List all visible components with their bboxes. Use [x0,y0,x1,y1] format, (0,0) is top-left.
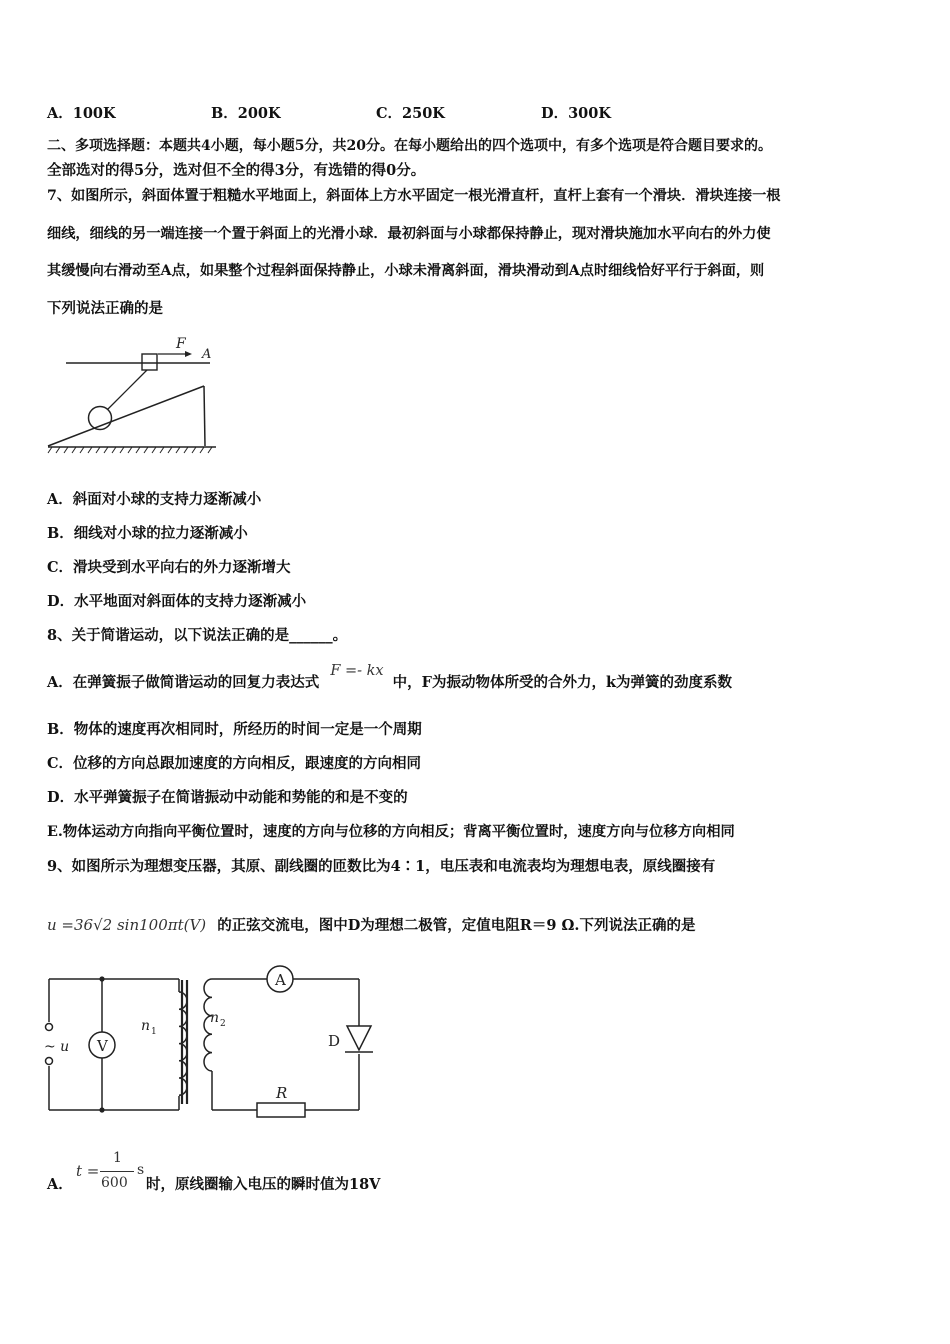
q7-stem-line3: 其缓慢向右滑动至A点，如果整个过程斜面保持静止，小球未滑离斜面，滑块滑动到A点时细线恰好平行于斜面，则 [47,263,765,279]
q8-option-a-formula: F =- kx [330,663,384,679]
q8-option-e: E.物体运动方向指向平衡位置时，速度的方向与位移的方向相反；背离平衡位置时，速度方向与位移方向相同 [47,824,735,840]
q9-option-a-denominator: 600 [101,1175,128,1191]
q8-option-a [47,663,733,693]
q9-option-a-text: 时，原线圈输入电压的瞬时值为18V [146,1176,381,1193]
q6-option-b: B．200K [211,105,281,122]
section2-line2: 全部选对的得5分，选对但不全的得3分，有选错的得0分。 [47,162,426,179]
q9-option-a-t: t = [76,1162,100,1180]
q8-option-d: D．水平弹簧振子在简谐振动中动能和势能的和是不变的 [47,789,408,806]
q9-n1-subscript: 1 [151,1027,157,1037]
q8-option-b: B．物体的速度再次相同时，所经历的时间一定是一个周期 [47,721,422,738]
q8-option-c: C．位移的方向总跟加速度的方向相反，跟速度的方向相同 [47,755,422,772]
q9-n1-label: n [141,1018,151,1034]
q6-option-a: A．100K [47,105,116,122]
section2-line1: 二、多项选择题：本题共4小题，每小题5分，共20分。在每小题给出的四个选项中，有多个选项是符合题目要求的。 [47,138,772,154]
q9-source-label: ~ u [44,1039,70,1055]
q9-resistor-label: R [276,1084,288,1102]
q9-option-a-label: A． [47,1176,73,1193]
q9-stem-line1: 9、如图所示为理想变压器，其原、副线圈的匝数比为4∶1，电压表和电流表均为理想电表，原线圈接有 [47,858,716,875]
q8-option-a-post: 中，F为振动物体所受的合外力，k为弹簧的劲度系数 [392,674,733,691]
q7-option-a: A．斜面对小球的支持力逐渐减小 [47,491,262,508]
q7-stem-line1: 7、如图所示，斜面体置于粗糙水平地面上，斜面体上方水平固定一根光滑直杆，直杆上套有一个滑块．滑块连接一根 [47,188,781,204]
q9-voltage-formula: u =36√2 sin100πt(V) [47,916,207,934]
q7-incline-figure [44,330,224,458]
q8-stem: 8、关于简谐运动，以下说法正确的是______。 [47,627,348,644]
q9-option-a-fraction [76,1150,146,1198]
q9-stem-line2-text: 的正弦交流电，图中D为理想二极管，定值电阻R＝9 Ω.下列说法正确的是 [217,917,696,934]
q9-voltmeter-label: V [97,1037,108,1055]
q9-option-a-fraction-bar [100,1171,134,1172]
q7-fig-label-f: F [176,336,186,352]
q9-n2-label: n [210,1010,220,1026]
q7-option-c: C．滑块受到水平向右的外力逐渐增大 [47,559,291,576]
q7-option-b: B．细线对小球的拉力逐渐减小 [47,525,248,542]
q7-stem-line2: 细线，细线的另一端连接一个置于斜面上的光滑小球．最初斜面与小球都保持静止，现对滑块施加水平向右的外力使 [47,226,771,242]
q6-option-c: C．250K [376,105,445,122]
q6-option-d: D．300K [541,105,611,122]
q9-n2-subscript: 2 [220,1019,226,1029]
q9-option-a-numerator: 1 [113,1150,122,1166]
q7-stem-line4: 下列说法正确的是 [47,300,163,317]
q7-option-d: D．水平地面对斜面体的支持力逐渐减小 [47,593,307,610]
q9-stem-line2 [47,915,695,936]
q9-diode-label: D [328,1032,341,1050]
q8-option-a-pre: A．在弹簧振子做简谐运动的回复力表达式 [47,674,320,691]
q9-option-a-unit: s [137,1162,145,1178]
q7-fig-label-a: A [202,347,212,362]
q9-ammeter-label: A [275,971,286,989]
q9-transformer-circuit [42,962,392,1122]
